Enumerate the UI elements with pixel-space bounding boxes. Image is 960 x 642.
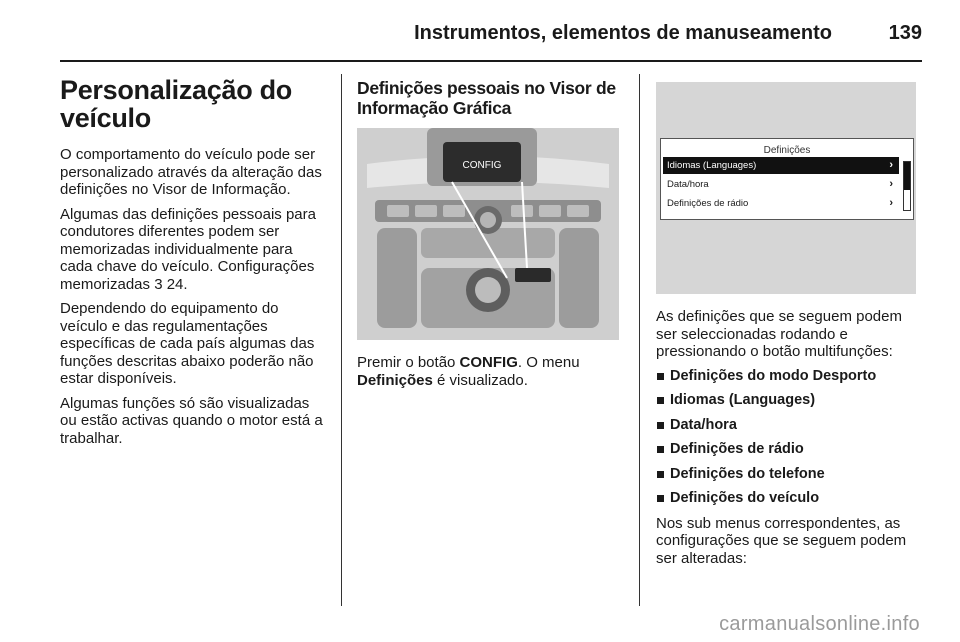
settings-intro: As definições que se seguem podem ser seleccionadas rodando e pressionando o botão multifunções: xyxy=(656,308,902,360)
instruction-menu-name: Definições xyxy=(357,371,433,389)
screen-row-languages[interactable] xyxy=(663,157,899,174)
instruction-config: CONFIG xyxy=(459,354,518,371)
list-item: Definições do telefone xyxy=(656,466,922,484)
column-divider-2 xyxy=(639,74,640,606)
chevron-right-icon: › xyxy=(889,159,893,171)
page-header-title: Instrumentos, elementos de manuseamento xyxy=(414,22,832,44)
screen-row-label: Definições de rádio xyxy=(667,198,749,209)
paragraph-1: O comportamento do veículo pode ser personalizado através da alteração das definições no Visor de Informação. xyxy=(60,146,322,198)
column-1 xyxy=(60,76,328,454)
settings-screen xyxy=(660,138,914,220)
list-item: Definições do modo Desporto xyxy=(656,368,922,386)
list-item: Definições de rádio xyxy=(656,441,922,459)
chevron-right-icon: › xyxy=(889,197,893,209)
section-heading: Personalização do veículo xyxy=(60,75,292,133)
list-item: Data/hora xyxy=(656,417,922,435)
chevron-right-icon: › xyxy=(889,178,893,190)
column-2 xyxy=(357,78,625,396)
column-divider-1 xyxy=(341,74,342,606)
paragraph-2 xyxy=(60,206,328,294)
control-panel-illustration xyxy=(357,128,619,340)
screen-title: Definições xyxy=(763,145,811,156)
scrollbar-thumb[interactable] xyxy=(904,162,910,190)
settings-outro: Nos sub menus correspondentes, as configurações que se seguem podem ser alteradas: xyxy=(656,514,907,567)
page-reference-link[interactable]: 3 24. xyxy=(154,275,188,293)
control-panel-photo xyxy=(357,128,619,340)
watermark: carmanualsonline.info xyxy=(719,613,920,635)
instruction-post: é visualizado. xyxy=(432,371,528,389)
settings-list xyxy=(656,368,922,508)
screen-row-datetime[interactable] xyxy=(663,176,899,193)
paragraph-4: Algumas funções só são visualizadas ou estão activas quando o motor está a trabalhar. xyxy=(60,394,323,447)
list-item: Idiomas (Languages) xyxy=(656,392,922,410)
header-rule xyxy=(60,60,922,62)
instruction-text xyxy=(357,354,625,389)
column-3 xyxy=(656,82,922,574)
screen-scrollbar[interactable] xyxy=(903,161,911,211)
config-button-label: CONFIG xyxy=(462,160,502,171)
paragraph-3: Dependendo do equipamento do veículo e das regulamentações específicas de cada país algumas das funções descritas abaixo poderão não estar disponíveis. xyxy=(60,300,315,387)
list-item: Definições do veículo xyxy=(656,490,922,508)
screen-row-label: Data/hora xyxy=(667,179,709,190)
paragraph-2-text: Algumas das definições pessoais para condutores diferentes podem ser memorizadas individualmente para cada chave do veículo. Configurações memorizadas xyxy=(60,205,316,293)
page-number: 139 xyxy=(888,22,922,44)
screen-row-label: Idiomas (Languages) xyxy=(667,160,757,171)
screen-row-radio[interactable] xyxy=(663,195,899,212)
subsection-heading: Definições pessoais no Visor de Informação Gráfica xyxy=(357,78,616,118)
instruction-pre: Premir o botão xyxy=(357,354,460,371)
instruction-mid: . O menu xyxy=(517,354,580,371)
display-screenshot xyxy=(656,82,916,294)
